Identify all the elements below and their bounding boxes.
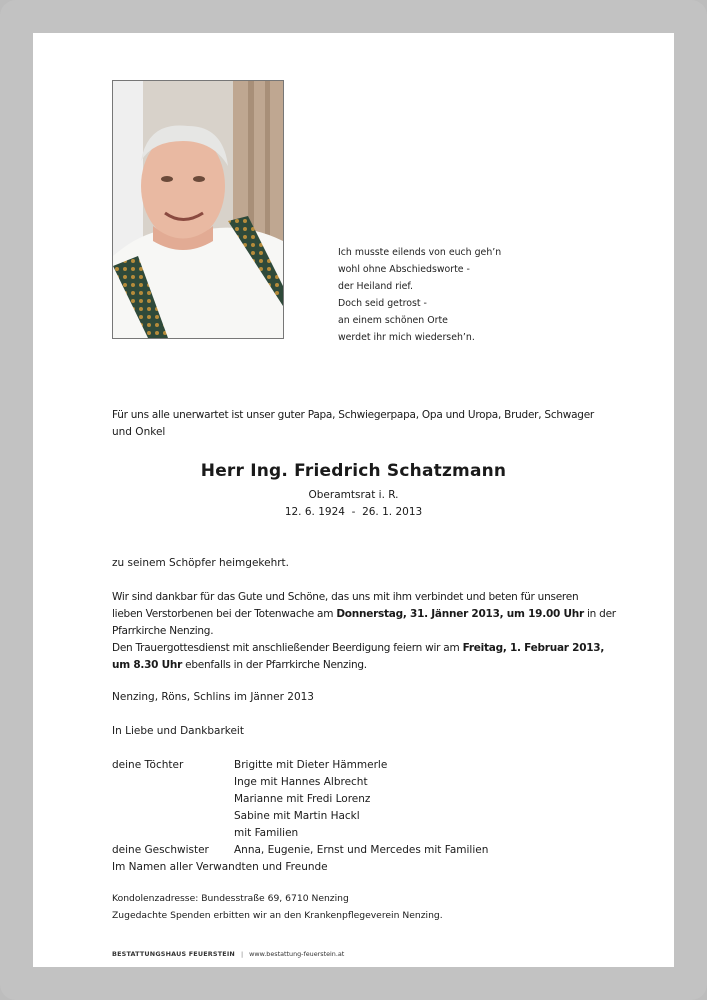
body-line: Pfarrkirche Nenzing. — [112, 625, 214, 637]
intro-line: und Onkel — [112, 426, 166, 438]
body-text-span: Den Trauergottesdienst mit anschließender Beerdigung feiern wir am — [112, 642, 463, 654]
family-row — [112, 825, 488, 842]
daughter-entry: Marianne mit Fredi Lorenz — [234, 793, 371, 805]
relatives-text: Im Namen aller Verwandten und Freunde — [112, 861, 328, 873]
wake-date: Donnerstag, 31. Jänner 2013, um 19.00 Uhr — [336, 608, 584, 620]
daughter-entry: Brigitte mit Dieter Hämmerle — [234, 759, 388, 771]
family-row — [112, 859, 488, 876]
intro-text — [112, 407, 596, 441]
deceased-title: Oberamtsrat i. R. — [308, 489, 399, 501]
body-text-span: in der — [583, 608, 616, 620]
poem-line: an einem schönen Orte — [338, 315, 448, 326]
intro-line: Für uns alle unerwartet ist unser guter Papa, Schwiegerpapa, Opa und Uropa, Bruder, Schwager — [112, 409, 594, 421]
body-text — [112, 589, 616, 674]
body-line — [112, 657, 596, 674]
funeral-time: um 8.30 Uhr — [112, 659, 183, 671]
family-row — [112, 842, 488, 859]
poem-line: der Heiland rief. — [338, 281, 414, 292]
footer — [112, 950, 344, 958]
daughter-entry: Sabine mit Martin Hackl — [234, 810, 360, 822]
condolence-info — [112, 890, 443, 924]
place-date: Nenzing, Röns, Schlins im Jänner 2013 — [112, 691, 314, 703]
deceased-name: Herr Ing. Friedrich Schatzmann — [200, 461, 507, 481]
family-row — [112, 808, 488, 825]
portrait-photo — [112, 80, 284, 339]
daughter-entry: Inge mit Hannes Albrecht — [234, 776, 368, 788]
funeral-date: Freitag, 1. Februar 2013, — [462, 642, 605, 654]
siblings-entry: Anna, Eugenie, Ernst und Mercedes mit Familien — [234, 844, 489, 856]
body-line — [112, 606, 616, 623]
body-text-span: lieben Verstorbenen bei der Totenwache am — [112, 608, 337, 620]
poem-line: Ich musste eilends von euch geh’n — [338, 247, 502, 258]
poem-line: Doch seid getrost - — [338, 298, 427, 309]
deceased-dates: 12. 6. 1924 - 26. 1. 2013 — [284, 506, 423, 518]
siblings-label: deine Geschwister — [112, 844, 209, 856]
poem-line: wohl ohne Abschiedsworte - — [338, 264, 470, 275]
family-list — [112, 757, 488, 876]
heimgekehrt-text: zu seinem Schöpfer heimgekehrt. — [112, 557, 290, 569]
body-line: Wir sind dankbar für das Gute und Schöne, das uns mit ihm verbindet und beten für unseren — [112, 591, 579, 603]
condolence-address: Kondolenzadresse: Bundesstraße 69, 6710 Nenzing — [112, 893, 349, 904]
family-row — [112, 791, 488, 808]
donation-note: Zugedachte Spenden erbitten wir an den Krankenpflegeverein Nenzing. — [112, 910, 443, 921]
company-name: BESTATTUNGSHAUS FEUERSTEIN — [112, 950, 235, 958]
poem — [338, 244, 501, 346]
body-line — [112, 640, 605, 657]
obituary-page — [33, 33, 674, 967]
footer-separator: | — [240, 950, 244, 958]
poem-line: werdet ihr mich wiederseh’n. — [338, 332, 475, 343]
closing-text: In Liebe und Dankbarkeit — [112, 725, 244, 737]
daughters-label: deine Töchter — [112, 759, 184, 771]
body-text-span: ebenfalls in der Pfarrkirche Nenzing. — [182, 659, 367, 671]
family-row — [112, 774, 488, 791]
company-website[interactable]: www.bestattung-feuerstein.at — [249, 950, 345, 958]
daughter-entry: mit Familien — [234, 827, 299, 839]
family-row — [112, 757, 488, 774]
